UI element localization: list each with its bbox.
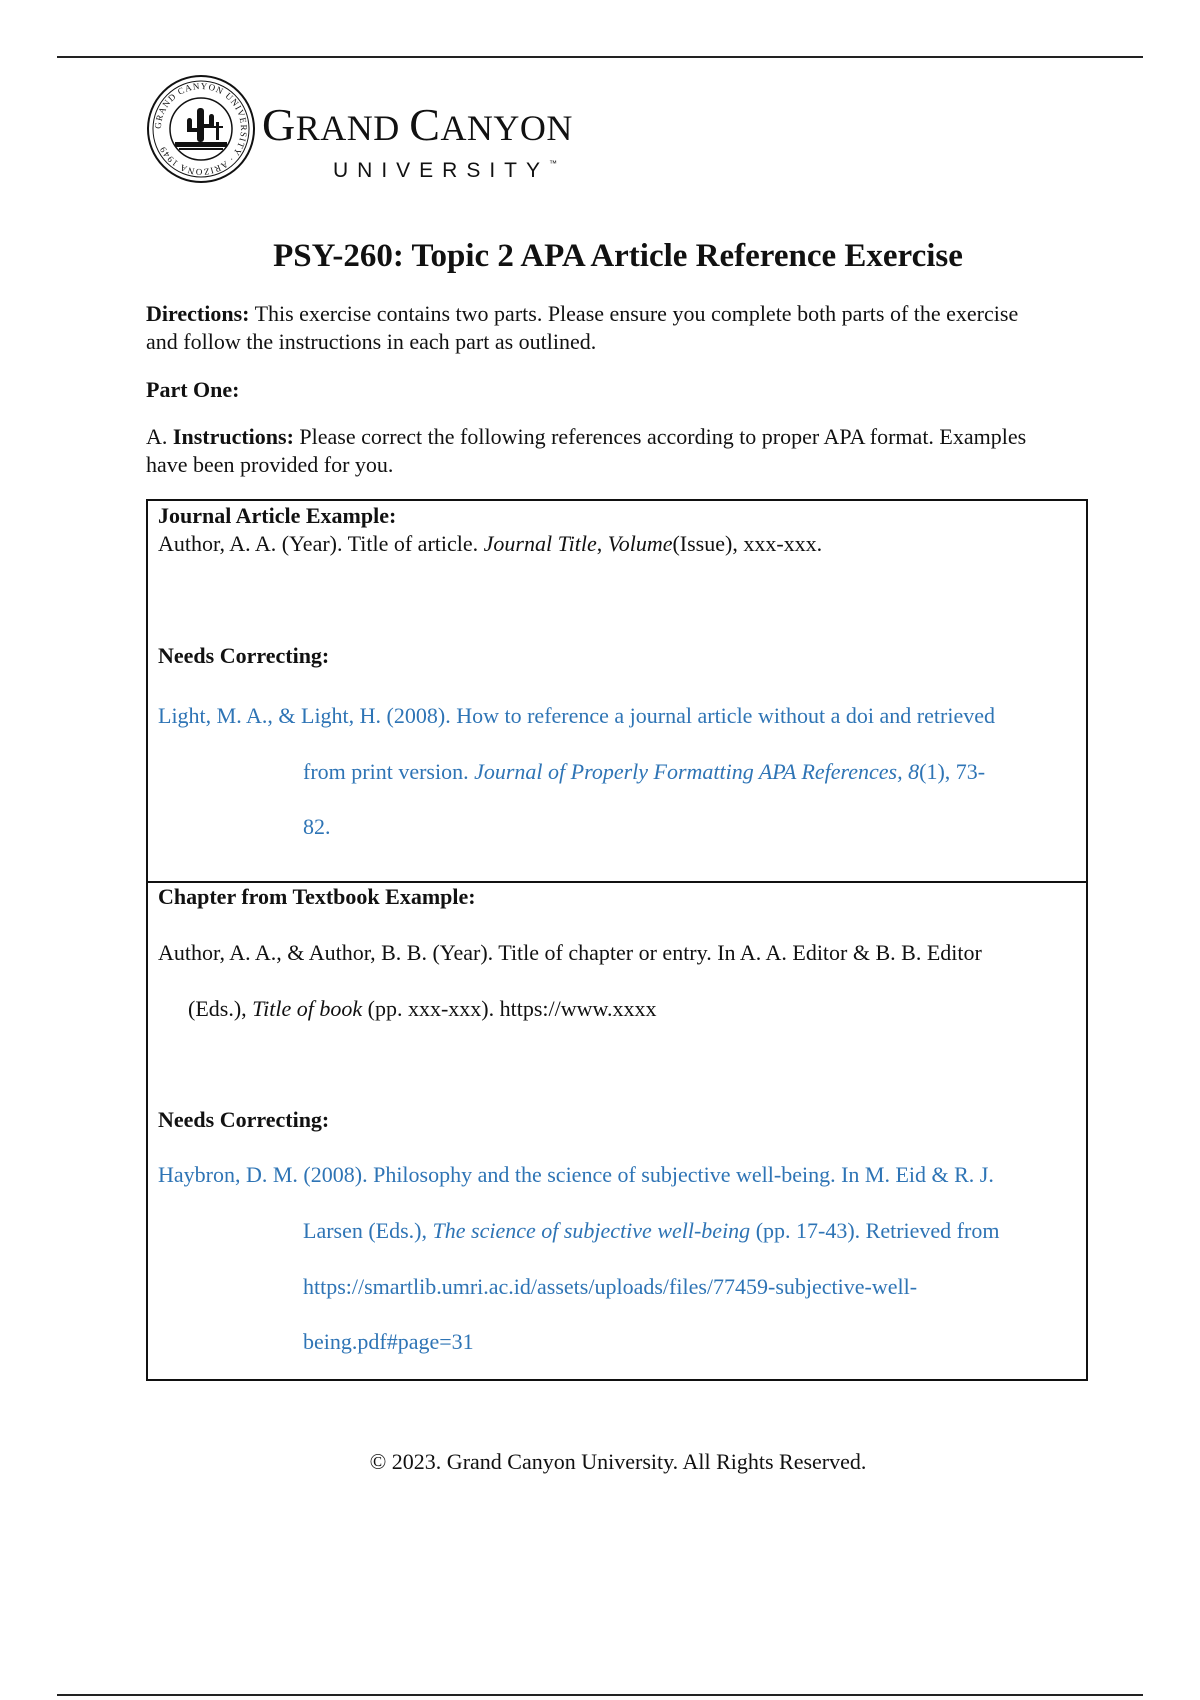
copyright-footer: © 2023. Grand Canyon University. All Rights Reserved.: [369, 1449, 867, 1474]
university-logo: [146, 74, 646, 186]
instructions-text: Please correct the following references according to proper APA format. Examples have been provided for you.: [146, 424, 1027, 477]
top-rule: [57, 56, 1143, 58]
chapter-needs-correcting-label: Needs Correcting:: [158, 1107, 330, 1132]
journal-reference-line-3: 82.: [303, 814, 331, 839]
journal-reference-line-2: from print version. Journal of Properly Formatting APA References, 8(1), 73-: [303, 759, 986, 784]
reference-table: [146, 499, 1088, 1381]
bottom-rule: [57, 1694, 1143, 1696]
journal-reference-line-1: Light, M. A., & Light, H. (2008). How to reference a journal article without a doi and retrieved: [158, 703, 995, 728]
university-name: GRAND CANYON: [262, 99, 573, 150]
chapter-example-line-2: (Eds.), Title of book (pp. xxx-xxx). https://www.xxxx: [188, 996, 657, 1021]
journal-needs-correcting-label: Needs Correcting:: [158, 643, 330, 668]
chapter-reference-line-2: Larsen (Eds.), The science of subjective well-being (pp. 17-43). Retrieved from: [303, 1218, 1000, 1243]
university-subname: UNIVERSITY™: [333, 159, 558, 182]
chapter-reference-line-1: Haybron, D. M. (2008). Philosophy and the science of subjective well-being. In M. Eid & R. J.: [158, 1162, 994, 1187]
journal-example-format: Author, A. A. (Year). Title of article. Journal Title, Volume(Issue), xxx-xxx.: [158, 531, 823, 556]
chapter-reference-line-3[interactable]: https://smartlib.umri.ac.id/assets/uploads/files/77459-subjective-well-: [303, 1274, 918, 1299]
svg-text:GRAND CANYON UNIVERSITY · ARIZ: GRAND CANYON UNIVERSITY · ARIZONA 1949: [152, 80, 250, 178]
directions-text: This exercise contains two parts. Please ensure you complete both parts of the exercise and follow the instructions in each part as outlined.: [146, 301, 1019, 354]
page-title: PSY-260: Topic 2 APA Article Reference Exercise: [273, 238, 963, 274]
journal-example-heading: Journal Article Example:: [158, 503, 397, 528]
chapter-example-line-1: Author, A. A., & Author, B. B. (Year). Title of chapter or entry. In A. A. Editor & B. B. Editor: [158, 940, 982, 965]
directions-label: Directions:: [146, 301, 250, 326]
university-seal-icon: [146, 74, 256, 184]
chapter-example-heading: Chapter from Textbook Example:: [158, 884, 476, 909]
instructions-paragraph: A. Instructions: Please correct the following references according to proper APA format. Examples have been provided for you.: [146, 424, 1027, 477]
part-one-heading: Part One:: [146, 377, 240, 402]
instructions-label: Instructions:: [172, 424, 294, 449]
directions-paragraph: [146, 300, 1046, 356]
chapter-reference-line-4[interactable]: being.pdf#page=31: [303, 1329, 474, 1354]
